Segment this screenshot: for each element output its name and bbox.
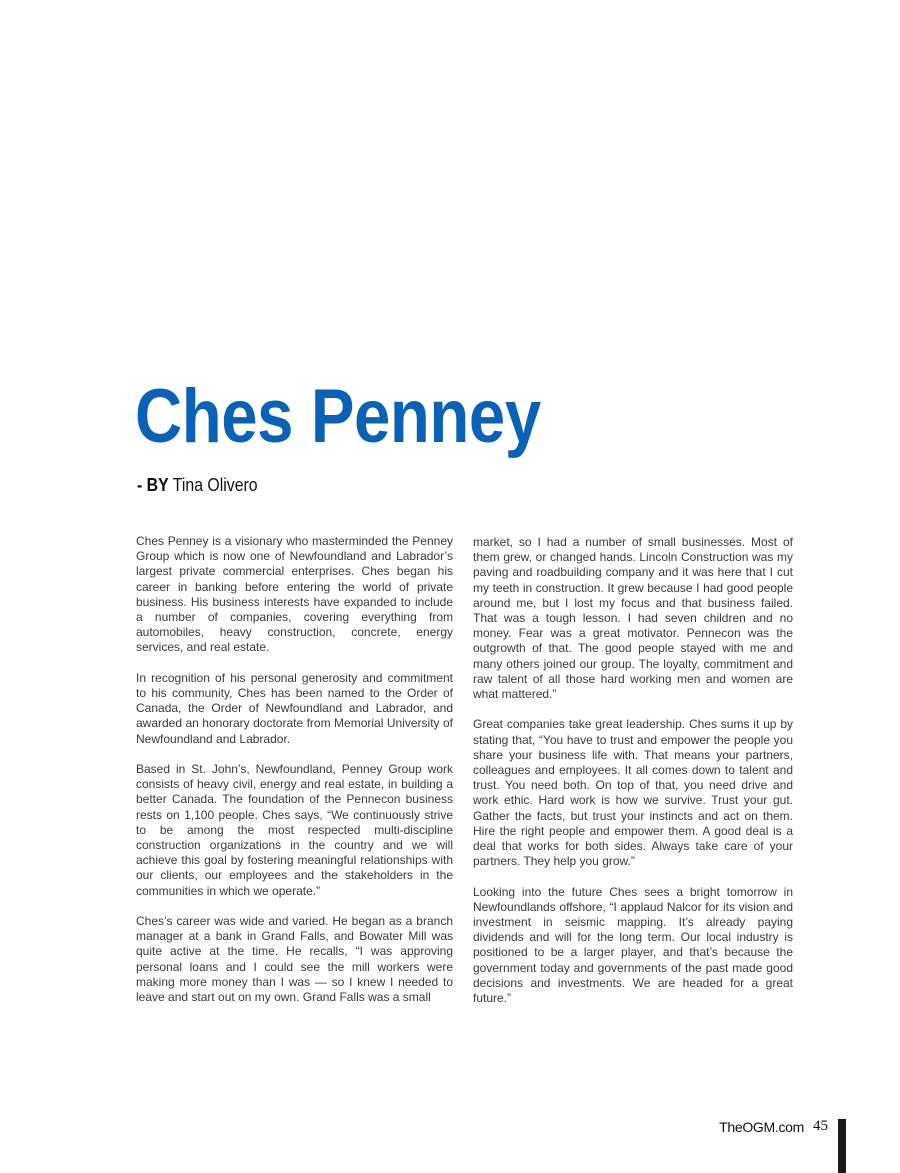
footer-site-name: TheOGM.com <box>719 1119 804 1135</box>
paragraph: Great companies take great leadership. Ches sums it up by stating that, “You have to trust and empower the people you share your business life with. That means your partners, colleagues and employees. It all comes down to talent and trust. You need both. On top of that, you need drive and work ethic. Hard work is how we survive. Trust your gut. Gather the facts, but trust your instincts and act on them. Hire the right people and empower them. A good deal is a deal that works for both sides. Always take care of your partners. They help you grow.” <box>473 717 793 869</box>
page-edge-bar <box>838 1119 846 1173</box>
article-title: Ches Penney <box>135 374 541 459</box>
paragraph: market, so I had a number of small businesses. Most of them grew, or changed hands. Lincoln Construction was my paving and roadbuilding company and it was here that I cut my teeth in construction. It grew because I had good people around me, but I lost my focus and that business failed. That was a tough lesson. I had seven children and no money. Fear was a great motivator. Pennecon was the outgrowth of that. The good people stayed with me and many others joined our group. The loyalty, commitment and raw talent of all those hard working men and women are what mattered.” <box>473 535 793 702</box>
paragraph: Based in St. John’s, Newfoundland, Penney Group work consists of heavy civil, energy and real estate, in building a better Canada. The foundation of the Pennecon business rests on 1,100 people. Ches says, “We continuously strive to be among the most respected multi-discipline construction organizations in the country and we will achieve this goal by fostering meaningful relationships with our clients, our employees and the stakeholders in the communities in which we operate.” <box>136 762 453 898</box>
byline-prefix: - BY <box>137 475 169 495</box>
paragraph: Ches’s career was wide and varied. He began as a branch manager at a bank in Grand Falls, and Bowater Mill was quite active at the time. He recalls, “I was approving personal loans and I could see the mill workers were making more money than I was — so I knew I needed to leave and start out on my own. Grand Falls was a small <box>136 914 453 1005</box>
article-column-left <box>136 534 453 1020</box>
paragraph: Looking into the future Ches sees a bright tomorrow in Newfoundlands offshore, “I applaud Nalcor for its vision and investment in seismic mapping. It’s already paying dividends and will for the long term. Our local industry is positioned to be a larger player, and that’s because the government today and governments of the past made good decisions and investments. We are headed for a great future.” <box>473 884 793 1006</box>
paragraph: Ches Penney is a visionary who masterminded the Penney Group which is now one of Newfoundland and Labrador’s largest private commercial enterprises. Ches began his career in banking before entering the world of private business. His business interests have expanded to include a number of companies, covering everything from automobiles, heavy construction, concrete, energy services, and real estate. <box>136 534 453 655</box>
page-number: 45 <box>813 1118 828 1134</box>
byline-author: Tina Olivero <box>172 475 258 495</box>
paragraph: In recognition of his personal generosity and commitment to his community, Ches has been named to the Order of Canada, the Order of Newfoundland and Labrador, and awarded an honorary doctorate from Memorial University of Newfoundland and Labrador. <box>136 670 453 746</box>
article-column-right <box>473 535 793 1021</box>
byline <box>137 474 258 496</box>
